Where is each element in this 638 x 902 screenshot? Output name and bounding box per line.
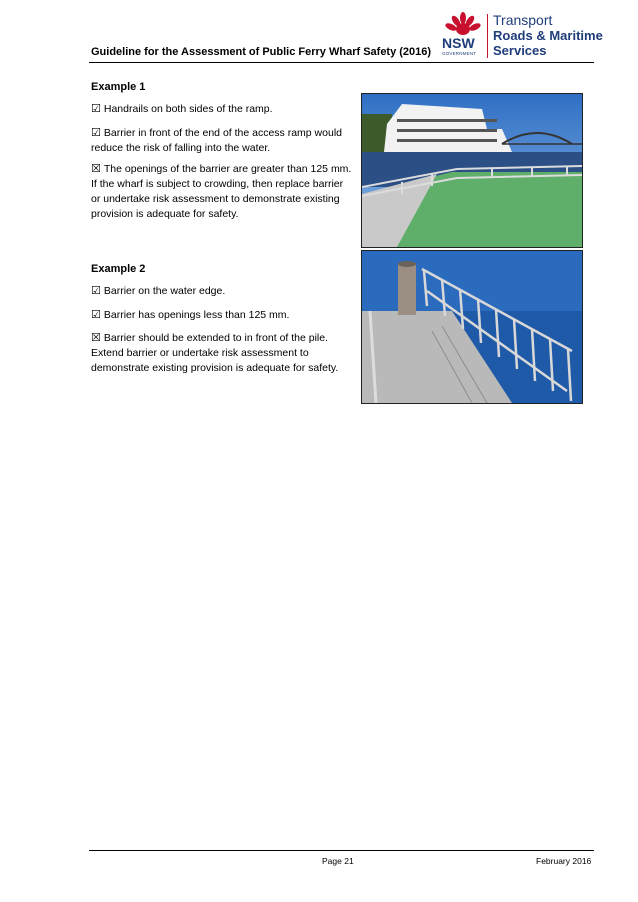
logo-services: Services [493,43,547,58]
logo-divider [487,14,488,58]
example-item [91,101,353,117]
checked-box-icon: ☑ [91,102,101,115]
checked-box-icon: ☑ [91,308,101,321]
item-text: Barrier should be extended to in front of the pile. Extend barrier or undertake risk assessment to demonstrate existing provision is adequate for safety. [91,332,339,374]
footer-date: February 2016 [536,856,592,866]
item-text: Barrier on the water edge. [103,285,226,297]
item-text: Handrails on both sides of the ramp. [103,103,273,115]
logo-government: GOVERNMENT [442,51,477,56]
wharf-photo-1 [361,93,583,248]
document-title: Guideline for the Assessment of Public Ferry Wharf Safety (2016) [91,46,432,58]
example-item [91,161,353,222]
example-item [91,330,353,376]
header-divider [89,62,594,63]
item-text: The openings of the barrier are greater than 125 mm. If the wharf is subject to crowding, then replace barrier or undertake risk assessment to demonstrate existing provision is adequate for safety. [91,163,352,220]
logo-nsw: NSW [442,35,475,51]
logo-roads-maritime: Roads & Maritime [493,28,603,43]
crossed-box-icon: ☒ [91,162,101,175]
example-item [91,307,353,323]
wharf-ramp-ship-image [362,94,582,247]
item-text: Barrier has openings less than 125 mm. [103,309,290,321]
item-text: Barrier in front of the end of the access ramp would reduce the risk of falling into the water. [91,127,342,154]
checked-box-icon: ☑ [91,284,101,297]
example-heading: Example 2 [91,263,146,275]
wharf-photo-2 [361,250,583,404]
page-number: Page 21 [322,856,354,866]
logo-transport: Transport [493,12,553,28]
crossed-box-icon: ☒ [91,331,101,344]
example-heading: Example 1 [91,81,146,93]
waratah-icon [443,12,483,36]
footer-divider [89,850,594,851]
example-item [91,283,353,299]
checked-box-icon: ☑ [91,126,101,139]
example-item [91,125,353,156]
wharf-barrier-pile-image [362,251,582,403]
